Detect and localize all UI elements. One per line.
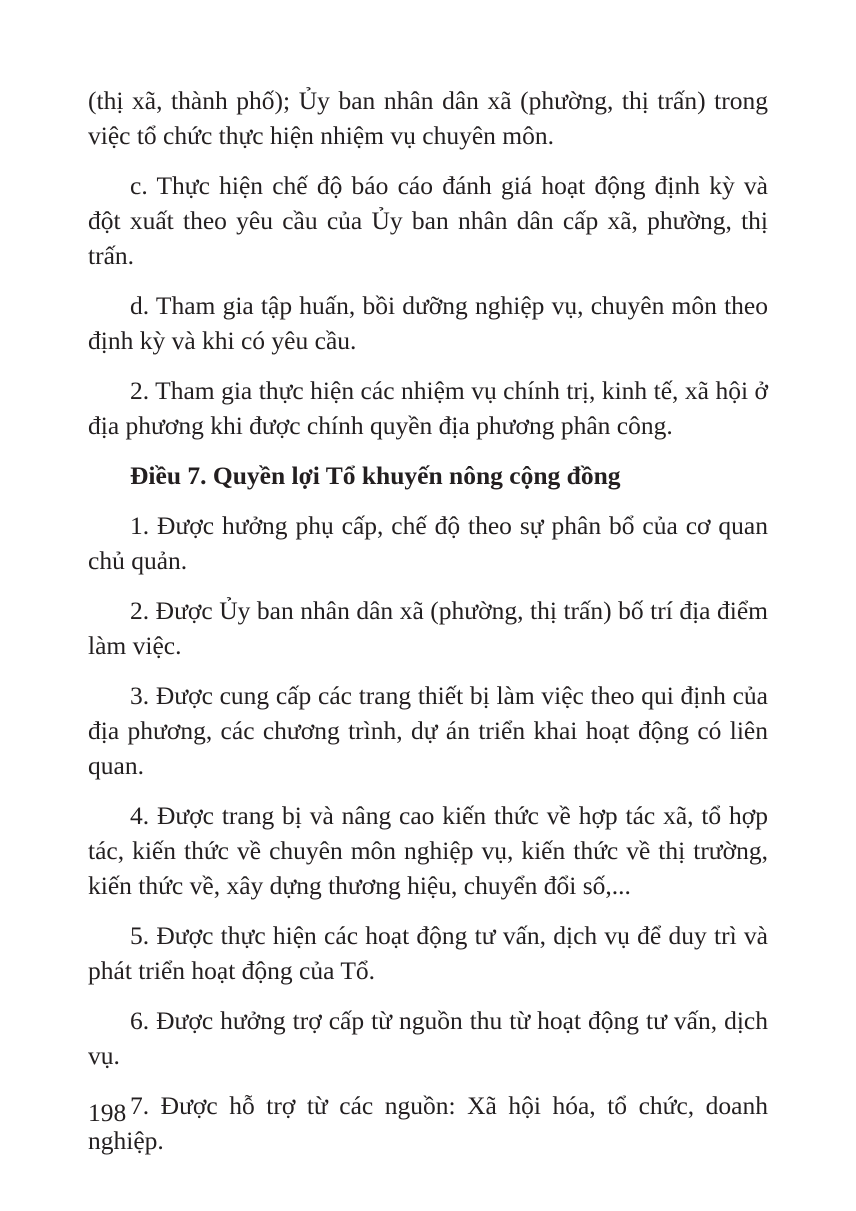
article-heading: Điều 7. Quyền lợi Tổ khuyến nông cộng đồng xyxy=(130,461,621,490)
paragraph-right-6: 6. Được hưởng trợ cấp từ nguồn thu từ hoạt động tư vấn, dịch vụ. xyxy=(88,1006,768,1070)
document-page xyxy=(88,83,768,1173)
paragraph-right-2: 2. Được Ủy ban nhân dân xã (phường, thị trấn) bố trí địa điểm làm việc. xyxy=(88,596,768,660)
paragraph-right-7: 7. Được hỗ trợ từ các nguồn: Xã hội hóa, tổ chức, doanh nghiệp. xyxy=(88,1091,768,1155)
paragraph-item-c: c. Thực hiện chế độ báo cáo đánh giá hoạt động định kỳ và đột xuất theo yêu cầu của Ủy ban nhân dân cấp xã, phường, thị trấn. xyxy=(88,171,768,270)
paragraph-right-4: 4. Được trang bị và nâng cao kiến thức về hợp tác xã, tổ hợp tác, kiến thức về chuyên môn nghiệp vụ, kiến thức về thị trường, kiến thức về, xây dựng thương hiệu, chuyển đổi số,... xyxy=(88,801,768,900)
paragraph-continuation: (thị xã, thành phố); Ủy ban nhân dân xã (phường, thị trấn) trong việc tổ chức thực hiện nhiệm vụ chuyên môn. xyxy=(88,86,768,150)
page-number: 198 xyxy=(88,1098,127,1127)
paragraph-item-2: 2. Tham gia thực hiện các nhiệm vụ chính trị, kinh tế, xã hội ở địa phương khi được chính quyền địa phương phân công. xyxy=(88,376,768,440)
paragraph-right-5: 5. Được thực hiện các hoạt động tư vấn, dịch vụ để duy trì và phát triển hoạt động của Tổ. xyxy=(88,921,768,985)
paragraph-right-3: 3. Được cung cấp các trang thiết bị làm việc theo qui định của địa phương, các chương trình, dự án triển khai hoạt động có liên quan. xyxy=(88,681,768,780)
paragraph-right-1: 1. Được hưởng phụ cấp, chế độ theo sự phân bổ của cơ quan chủ quản. xyxy=(88,511,768,575)
paragraph-item-d: d. Tham gia tập huấn, bồi dưỡng nghiệp vụ, chuyên môn theo định kỳ và khi có yêu cầu. xyxy=(88,291,768,355)
